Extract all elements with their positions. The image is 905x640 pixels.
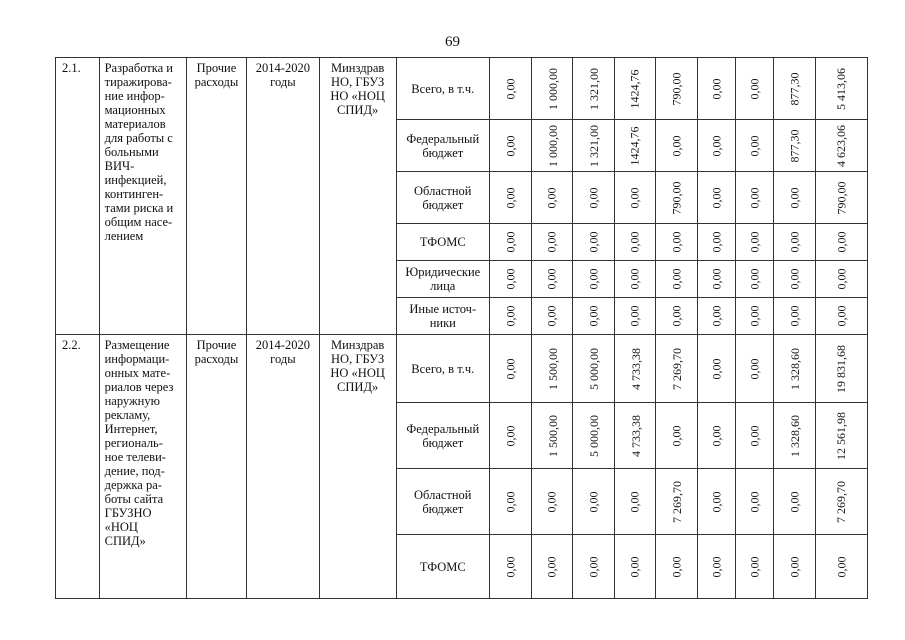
value-cell — [573, 335, 615, 403]
value-cell — [774, 469, 816, 535]
value-cell — [815, 261, 867, 298]
item-title-line: СПИД» — [104, 534, 146, 548]
value-text: 0,00 — [747, 78, 762, 99]
value-text: 0,00 — [747, 358, 762, 379]
value-cell — [614, 469, 656, 535]
executor-line: Минздрав — [331, 338, 385, 352]
value-cell — [489, 535, 531, 599]
funding-source — [396, 172, 489, 224]
value-text: 0,00 — [834, 305, 849, 327]
value-text: 0,00 — [747, 268, 762, 290]
value-cell — [489, 120, 531, 172]
funding-source-line: бюджет — [422, 145, 464, 160]
value-text: 0,00 — [787, 305, 802, 327]
value-text: 0,00 — [586, 491, 601, 512]
value-text: 0,00 — [503, 78, 518, 99]
value-text: 0,00 — [586, 556, 601, 577]
value-cell — [531, 403, 573, 469]
value-cell — [531, 469, 573, 535]
value-cell — [774, 403, 816, 469]
value-text: 1 321,00 — [587, 67, 602, 110]
item-title — [99, 58, 186, 335]
value-text: 0,00 — [787, 491, 802, 512]
value-cell — [656, 261, 698, 298]
value-cell — [736, 172, 774, 224]
value-text: 1 000,00 — [545, 124, 560, 167]
funding-source-line: бюджет — [422, 435, 464, 450]
value-text: 0,00 — [747, 231, 762, 253]
funding-source — [396, 224, 489, 261]
value-cell — [815, 335, 867, 403]
item-title-line: для работы с — [104, 131, 173, 145]
value-cell — [531, 224, 573, 261]
value-text: 0,00 — [787, 556, 802, 577]
funding-source — [396, 403, 489, 469]
item-title — [99, 335, 186, 599]
value-text: 0,00 — [627, 556, 642, 577]
value-text: 0,00 — [709, 268, 724, 290]
value-text: 0,00 — [503, 556, 518, 577]
funding-source-line: лица — [430, 279, 456, 293]
value-cell — [489, 261, 531, 298]
value-text: 0,00 — [787, 187, 802, 208]
value-text: 0,00 — [834, 231, 849, 253]
value-cell — [736, 58, 774, 120]
value-text: 0,00 — [627, 268, 642, 290]
value-text: 0,00 — [709, 491, 724, 512]
value-cell — [573, 298, 615, 335]
value-text: 7 269,70 — [834, 480, 849, 523]
item-title-line: риалов через — [104, 380, 174, 394]
item-title-line: материалов — [104, 117, 166, 131]
value-cell — [697, 298, 735, 335]
value-text: 0,00 — [503, 425, 518, 446]
value-cell — [573, 535, 615, 599]
executor-line: Минздрав — [331, 61, 385, 75]
value-cell — [774, 261, 816, 298]
executor-line: НО «НОЦ — [330, 89, 385, 103]
value-text: 790,00 — [834, 181, 849, 214]
value-cell — [573, 58, 615, 120]
value-text: 0,00 — [747, 305, 762, 327]
value-cell — [736, 335, 774, 403]
item-title-line: боты сайта — [104, 492, 164, 506]
value-cell — [489, 469, 531, 535]
item-title-line: тами риска и — [104, 201, 174, 215]
value-cell — [656, 298, 698, 335]
value-text: 0,00 — [747, 491, 762, 512]
value-text: 0,00 — [669, 231, 684, 253]
funding-source-line: Иные источ- — [409, 302, 477, 316]
item-title-line: Разработка и — [104, 61, 173, 75]
value-text: 7 269,70 — [670, 347, 685, 390]
value-text: 0,00 — [503, 491, 518, 512]
value-text: 0,00 — [709, 231, 724, 253]
value-text: 0,00 — [709, 78, 724, 99]
value-cell — [736, 261, 774, 298]
value-cell — [697, 403, 735, 469]
value-cell — [774, 535, 816, 599]
item-number: 2.2. — [56, 335, 100, 599]
value-cell — [736, 224, 774, 261]
item-title-line: общим насе- — [104, 215, 173, 229]
funding-source — [396, 335, 489, 403]
item-title-line: лением — [104, 229, 144, 243]
value-text: 0,00 — [627, 305, 642, 327]
value-cell — [656, 535, 698, 599]
item-title-line: ГБУЗНО — [104, 506, 152, 520]
value-text: 1 328,60 — [788, 414, 803, 457]
item-title-line: «НОЦ — [104, 520, 138, 534]
value-cell — [774, 224, 816, 261]
value-cell — [531, 335, 573, 403]
period — [247, 58, 320, 335]
value-text: 4 733,38 — [628, 414, 643, 457]
value-text: 0,00 — [747, 135, 762, 156]
value-text: 0,00 — [586, 231, 601, 253]
value-text: 1 321,00 — [587, 124, 602, 167]
funding-source — [396, 469, 489, 535]
value-cell — [489, 224, 531, 261]
item-title-line: региональ- — [104, 436, 163, 450]
value-text: 0,00 — [586, 305, 601, 327]
value-text: 0,00 — [709, 135, 724, 156]
funding-source — [396, 298, 489, 335]
expense-type-line: расходы — [194, 75, 239, 89]
item-title-line: инфекцией, — [104, 173, 167, 187]
value-text: 0,00 — [544, 231, 559, 253]
item-title-line: дение, под- — [104, 464, 165, 478]
value-cell — [531, 172, 573, 224]
value-cell — [489, 58, 531, 120]
funding-source-line: бюджет — [422, 501, 464, 516]
funding-source — [396, 535, 489, 599]
value-text: 4 623,06 — [834, 124, 849, 167]
value-text: 0,00 — [503, 231, 518, 253]
value-cell — [614, 224, 656, 261]
value-text: 0,00 — [544, 268, 559, 290]
value-cell — [736, 403, 774, 469]
value-text: 0,00 — [544, 556, 559, 577]
value-text: 0,00 — [787, 231, 802, 253]
funding-source-line: Федеральный — [406, 421, 480, 436]
value-cell — [614, 261, 656, 298]
funding-source-line: Федеральный — [406, 131, 480, 146]
period-line: 2014-2020 — [255, 338, 310, 352]
funding-source — [396, 58, 489, 120]
value-text: 0,00 — [747, 556, 762, 577]
value-text: 0,00 — [747, 425, 762, 446]
funding-table — [55, 57, 868, 599]
value-text: 1 000,00 — [545, 67, 560, 110]
item-title-line: рекламу, — [104, 408, 151, 422]
value-text: 877,30 — [787, 72, 802, 105]
value-cell — [774, 58, 816, 120]
item-title-line: тиражирова- — [104, 75, 172, 89]
funding-source-line: Областной — [414, 487, 472, 502]
funding-source-line: ТФОМС — [419, 559, 466, 574]
executor — [319, 335, 396, 599]
value-text: 0,00 — [669, 425, 684, 446]
expense-type-line: Прочие — [196, 61, 237, 75]
funding-source-line: бюджет — [422, 197, 464, 212]
item-number: 2.1. — [56, 58, 100, 335]
value-text: 0,00 — [503, 187, 518, 208]
value-cell — [614, 535, 656, 599]
value-cell — [573, 403, 615, 469]
value-cell — [774, 120, 816, 172]
funding-source-line: Областной — [414, 183, 472, 198]
item-title-line: Размещение — [104, 338, 170, 352]
value-text: 0,00 — [709, 305, 724, 327]
value-text: 0,00 — [544, 187, 559, 208]
value-cell — [531, 120, 573, 172]
value-cell — [697, 535, 735, 599]
expense-type-line: расходы — [194, 352, 239, 366]
item-title-line: ние инфор- — [104, 89, 165, 103]
value-cell — [815, 469, 867, 535]
value-text: 0,00 — [586, 268, 601, 290]
value-cell — [489, 172, 531, 224]
value-text: 0,00 — [627, 491, 642, 512]
value-cell — [531, 261, 573, 298]
funding-source — [396, 261, 489, 298]
period-line: годы — [270, 75, 296, 89]
funding-source — [396, 120, 489, 172]
value-text: 877,30 — [787, 129, 802, 162]
value-text: 0,00 — [627, 231, 642, 253]
value-cell — [614, 335, 656, 403]
value-cell — [656, 58, 698, 120]
value-cell — [815, 403, 867, 469]
funding-source-line: Всего, в т.ч. — [411, 81, 475, 96]
value-cell — [815, 224, 867, 261]
value-cell — [736, 469, 774, 535]
value-cell — [531, 58, 573, 120]
value-cell — [489, 298, 531, 335]
value-cell — [697, 224, 735, 261]
value-text: 0,00 — [503, 135, 518, 156]
value-text: 0,00 — [503, 268, 518, 290]
value-text: 1 500,00 — [545, 347, 560, 390]
value-cell — [614, 172, 656, 224]
executor-line: НО, ГБУЗ — [331, 352, 385, 366]
value-cell — [656, 120, 698, 172]
table-row — [56, 58, 868, 120]
value-text: 4 733,38 — [628, 347, 643, 390]
value-text: 790,00 — [669, 72, 684, 105]
item-title-line: Интернет, — [104, 422, 158, 436]
value-cell — [736, 535, 774, 599]
value-text: 0,00 — [709, 425, 724, 446]
executor-line: НО «НОЦ — [330, 366, 385, 380]
value-cell — [815, 535, 867, 599]
value-cell — [614, 120, 656, 172]
value-text: 0,00 — [709, 358, 724, 379]
funding-source-line: Юридические — [405, 265, 481, 279]
expense-type — [186, 58, 246, 335]
value-text: 12 561,98 — [834, 411, 849, 460]
item-title-line: ное телеви- — [104, 450, 166, 464]
value-text: 0,00 — [709, 187, 724, 208]
value-cell — [656, 224, 698, 261]
executor-line: СПИД» — [337, 380, 379, 394]
expense-type — [186, 335, 246, 599]
value-cell — [573, 469, 615, 535]
page-number: 69 — [445, 34, 460, 50]
value-cell — [573, 261, 615, 298]
value-text: 0,00 — [669, 305, 684, 327]
value-text: 0,00 — [669, 135, 684, 156]
funding-source-line: ники — [429, 316, 456, 330]
value-text: 790,00 — [669, 181, 684, 214]
value-text: 0,00 — [669, 556, 684, 577]
value-text: 5 000,00 — [587, 414, 602, 457]
executor-line: СПИД» — [337, 103, 379, 117]
table-row — [56, 335, 868, 403]
value-cell — [656, 469, 698, 535]
period — [247, 335, 320, 599]
value-text: 0,00 — [834, 268, 849, 290]
value-cell — [531, 298, 573, 335]
value-cell — [815, 172, 867, 224]
funding-source-line: Всего, в т.ч. — [411, 361, 475, 376]
period-line: 2014-2020 — [255, 61, 310, 75]
value-text: 0,00 — [544, 305, 559, 327]
value-cell — [697, 58, 735, 120]
value-text: 1 500,00 — [545, 414, 560, 457]
value-text: 1 328,60 — [788, 347, 803, 390]
value-text: 1424,76 — [627, 69, 642, 108]
item-title-line: мационных — [104, 103, 166, 117]
value-cell — [736, 298, 774, 335]
value-cell — [697, 120, 735, 172]
period-line: годы — [270, 352, 296, 366]
value-cell — [489, 335, 531, 403]
item-title-line: информаци- — [104, 352, 170, 366]
item-title-line: континген- — [104, 187, 164, 201]
value-cell — [697, 172, 735, 224]
value-cell — [774, 172, 816, 224]
value-cell — [614, 403, 656, 469]
item-title-line: больными — [104, 145, 159, 159]
value-text: 5 000,00 — [587, 347, 602, 390]
value-cell — [614, 58, 656, 120]
value-cell — [774, 335, 816, 403]
value-cell — [656, 403, 698, 469]
value-text: 1424,76 — [627, 126, 642, 165]
value-text: 5 413,06 — [834, 67, 849, 110]
item-title-line: онных мате- — [104, 366, 171, 380]
value-text: 19 831,68 — [834, 344, 849, 393]
value-text: 0,00 — [627, 187, 642, 208]
value-text: 0,00 — [834, 556, 849, 577]
value-text: 0,00 — [709, 556, 724, 577]
value-cell — [573, 120, 615, 172]
value-text: 0,00 — [503, 358, 518, 379]
value-cell — [815, 58, 867, 120]
value-cell — [815, 120, 867, 172]
value-cell — [573, 172, 615, 224]
value-cell — [573, 224, 615, 261]
value-cell — [774, 298, 816, 335]
value-text: 0,00 — [747, 187, 762, 208]
value-text: 0,00 — [503, 305, 518, 327]
value-cell — [736, 120, 774, 172]
value-cell — [614, 298, 656, 335]
value-cell — [489, 403, 531, 469]
value-text: 0,00 — [787, 268, 802, 290]
value-cell — [815, 298, 867, 335]
value-cell — [656, 335, 698, 403]
executor — [319, 58, 396, 335]
item-title-line: ВИЧ- — [104, 159, 135, 173]
item-title-line: держка ра- — [104, 478, 162, 492]
value-text: 7 269,70 — [670, 480, 685, 523]
value-cell — [531, 535, 573, 599]
funding-source-line: ТФОМС — [419, 235, 466, 249]
value-cell — [697, 469, 735, 535]
value-cell — [697, 335, 735, 403]
expense-type-line: Прочие — [196, 338, 237, 352]
value-text: 0,00 — [669, 268, 684, 290]
value-text: 0,00 — [586, 187, 601, 208]
value-cell — [656, 172, 698, 224]
executor-line: НО, ГБУЗ — [331, 75, 385, 89]
value-cell — [697, 261, 735, 298]
item-title-line: наружную — [104, 394, 160, 408]
value-text: 0,00 — [544, 491, 559, 512]
